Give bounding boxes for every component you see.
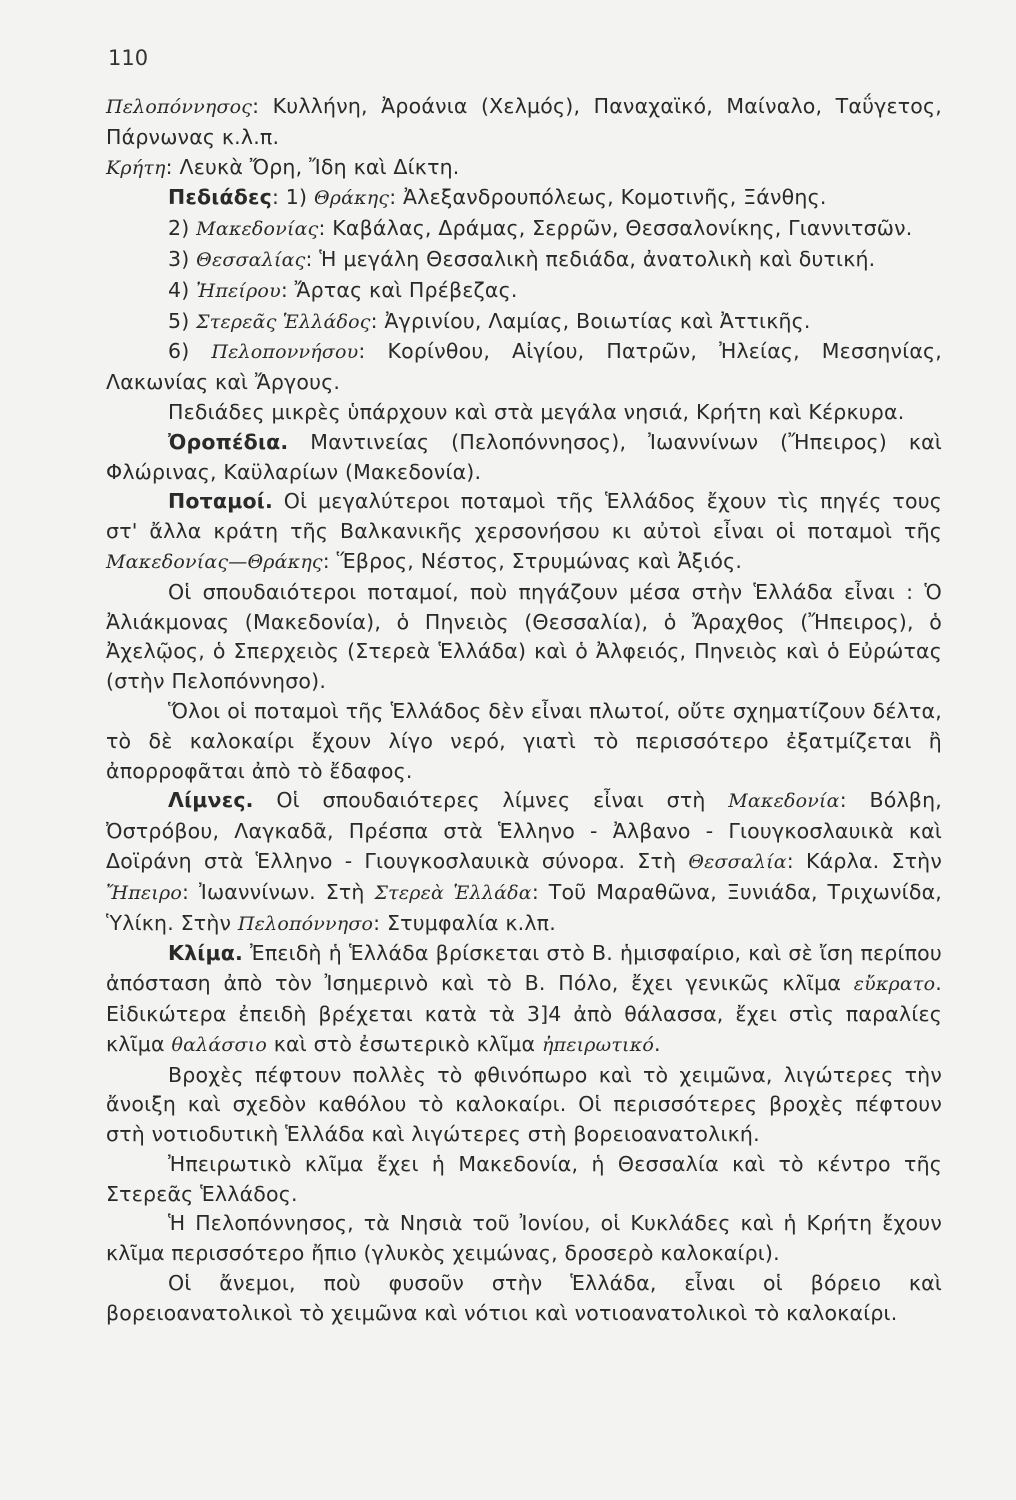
text-run: 5) [168, 308, 197, 333]
text-run: : Ἡ μεγάλη Θεσσαλικὴ πεδιάδα, ἀνατολικὴ καὶ δυτική. [305, 246, 876, 271]
text-run: : 1) [271, 185, 314, 210]
italic-term: Θράκης [313, 187, 390, 210]
paragraph [106, 1269, 942, 1329]
text-run: : Ἰωαννίνων. Στὴ [181, 879, 375, 904]
paragraph [106, 1150, 942, 1210]
text-run: : Καβάλας, Δράμας, Σερρῶν, Θεσσαλονίκης, Γιαννιτσῶν. [318, 216, 913, 241]
text-run: Οἱ μεγαλύτεροι ποταμοὶ τῆς Ἑλλάδος ἔχουν τὶς πηγές τους στ' ἄλλα κράτη τῆς Βαλκανικῆς χερσονήσου κι αὐτοὶ εἶναι οἱ ποταμοὶ τῆς [106, 489, 942, 544]
paragraph [106, 214, 942, 245]
paragraph [106, 487, 942, 577]
text-run: : Κορίνθου, Αἰγίου, Πατρῶν, Ἠλείας, Μεσσηνίας, Λακωνίας καὶ Ἄργους. [106, 339, 942, 395]
section-heading: Λίμνες. [168, 788, 254, 813]
section-heading: Πεδιάδες [168, 185, 272, 210]
italic-term: Ἠπείρου [196, 279, 281, 302]
italic-term: Κρήτη [106, 156, 166, 179]
text-run: καὶ στὸ ἐσωτερικὸ κλῖμα [267, 1031, 542, 1056]
italic-term: Στερεᾶς Ἑλλάδος [196, 310, 371, 333]
text-run: . [654, 1031, 661, 1056]
italic-term: θαλάσσιο [171, 1033, 268, 1056]
italic-term: Θεσσαλίας [196, 248, 306, 271]
paragraph [106, 92, 942, 153]
paragraph [106, 245, 942, 276]
text-run: Οἱ ἄνεμοι, ποὺ φυσοῦν στὴν Ἑλλάδα, εἶναι οἱ βόρειο καὶ βορειοανατολικοὶ τὸ χειμῶνα καὶ νότιοι καὶ νοτιοανατολικοὶ τὸ καλοκαίρι. [106, 1271, 942, 1325]
text-run: Ἐπειδὴ ἡ Ἑλλάδα βρίσκεται στὸ Β. ἡμισφαίριο, καὶ σὲ ἴση περίπου ἀπόσταση ἀπὸ τὸν Ἰσημερινὸ καὶ τὸ Β. Πόλο, ἔχει γενικῶς κλῖμα [106, 941, 942, 996]
paragraph [106, 578, 942, 697]
text-run: : Κάρλα. Στὴν [786, 848, 942, 873]
text-run: . Εἰδικώτερα ἐπειδὴ βρέχεται κατὰ τὰ 3]4 ἀπὸ θάλασσα, ἔχει στὶς παραλίες κλῖμα [106, 971, 942, 1056]
text-run: Πεδιάδες μικρὲς ὑπάρχουν καὶ στὰ μεγάλα νησιά, Κρήτη καὶ Κέρκυρα. [168, 399, 905, 424]
text-run: : Στυμφαλία κ.λπ. [373, 910, 556, 935]
text-run: : Λευκὰ Ὄρη, Ἴδη καὶ Δίκτη. [165, 154, 460, 179]
text-run: Βροχὲς πέφτουν πολλὲς τὸ φθινόπωρο καὶ τὸ χειμῶνα, λιγώτερες τὴν ἄνοιξη καὶ σχεδὸν καθόλου τὸ καλοκαίρι. Οἱ περισσότερες βροχὲς πέφτουν στὴ νοτιοδυτικὴ Ἑλλάδα καὶ λιγώτερες στὴ βορειοανατολική. [106, 1062, 942, 1147]
text-run: : Ἀλεξανδρουπόλεως, Κομοτινῆς, Ξάνθης. [389, 185, 827, 210]
text-run: : Ἄρτας καὶ Πρέβεζας. [280, 277, 518, 302]
text-run: Ἠπειρωτικὸ κλῖμα ἔχει ἡ Μακεδονία, ἡ Θεσσαλία καὶ τὸ κέντρο τῆς Στερεᾶς Ἑλλάδος. [106, 1151, 942, 1206]
body-text [106, 92, 942, 1329]
text-run: Οἱ σπουδαιότεροι ποταμοί, ποὺ πηγάζουν μέσα στὴν Ἑλλάδα εἶναι : Ὁ Ἀλιάκμονας (Μακεδονία), ὁ Πηνειὸς (Θεσσαλία), ὁ Ἄραχθος (Ἤπειρος), ὁ Ἀχελῷος, ὁ Σπερχειὸς (Στερεὰ Ἑλλάδα) καὶ ὁ Ἀλφειός, Πηνειὸς καὶ ὁ Εὐρώτας (στὴν Πελοπόννησο). [106, 579, 942, 694]
page-number: 110 [108, 46, 149, 70]
paragraph [106, 1209, 942, 1269]
paragraph [106, 1061, 942, 1150]
text-run: : Ἕβρος, Νέστος, Στρυμώνας καὶ Ἀξιός. [322, 548, 743, 573]
text-run: 3) [168, 246, 197, 271]
paragraph [106, 153, 942, 184]
italic-term: Πελοπόννησος [106, 96, 253, 118]
text-run: Ὅλοι οἱ ποταμοὶ τῆς Ἑλλάδος δὲν εἶναι πλωτοί, οὔτε σχηματίζουν δέλτα, τὸ δὲ καλοκαίρι ἔχουν λίγο νερό, γιατὶ τὸ περισσότερο ἐξατμίζεται ἢ ἀπορροφᾶται ἀπὸ τὸ ἔδαφος. [106, 698, 942, 783]
italic-term: Ἤπειρο [106, 881, 182, 904]
text-run: : Κυλλήνη, Ἀροάνια (Χελμός), Παναχαϊκό, Μαίναλο, Ταΰγετος, Πάρνωνας κ.λ.π. [106, 94, 942, 149]
paragraph [106, 337, 942, 398]
section-heading: Ποταμοί. [168, 489, 273, 514]
text-run: 6) [168, 339, 212, 364]
text-run: : Ἀγρινίου, Λαμίας, Βοιωτίας καὶ Ἀττικῆς. [370, 308, 811, 333]
paragraph [106, 939, 942, 1060]
paragraph [106, 697, 942, 786]
italic-term: Μακεδονία [728, 790, 840, 813]
italic-term: ἠπειρωτικό [541, 1033, 654, 1056]
text-run: Οἱ σπουδαιότερες λίμνες εἶναι στὴ [253, 788, 729, 813]
paragraph [106, 428, 942, 488]
italic-term: Στερεὰ Ἑλλάδα [374, 881, 532, 904]
paragraph [106, 183, 942, 214]
italic-term: Μακεδονίας—Θράκης [106, 550, 323, 573]
section-heading: Κλίμα. [168, 941, 244, 966]
paragraph [106, 276, 942, 307]
text-run: 2) [168, 216, 197, 241]
italic-term: εὔκρατο [853, 973, 936, 996]
italic-term: Πελοποννήσου [211, 341, 359, 364]
italic-term: Πελοπόννησο [237, 912, 374, 935]
text-run: : Βόλβη, Ὀστρόβου, Λαγκαδᾶ, Πρέσπα στὰ Ἑλληνο - Ἀλβανο - Γιουγκοσλαυικὰ καὶ Δοϊράνη στὰ Ἑλληνο - Γιουγκοσλαυικὰ σύνορα. Στὴ [106, 788, 942, 873]
paragraph [106, 398, 942, 428]
text-run: Ἡ Πελοπόννησος, τὰ Νησιὰ τοῦ Ἰονίου, οἱ Κυκλάδες καὶ ἡ Κρήτη ἔχουν κλῖμα περισσότερο ἤπιο (γλυκὸς χειμώνας, δροσερὸ καλοκαίρι). [106, 1211, 942, 1266]
italic-term: Θεσσαλία [688, 850, 787, 873]
text-run: : Τοῦ Μαραθῶνα, Ξυνιάδα, Τριχωνίδα, Ὑλίκη. Στὴν [106, 879, 942, 935]
paragraph [106, 307, 942, 338]
text-run: Μαντινείας (Πελοπόννησος), Ἰωαννίνων (Ἤπειρος) καὶ Φλώρινας, Καϋλαρίων (Μακεδονία). [106, 429, 942, 484]
section-heading: Ὀροπέδια. [168, 429, 289, 454]
italic-term: Μακεδονίας [196, 218, 319, 241]
text-run: 4) [168, 277, 197, 302]
paragraph [106, 786, 942, 939]
